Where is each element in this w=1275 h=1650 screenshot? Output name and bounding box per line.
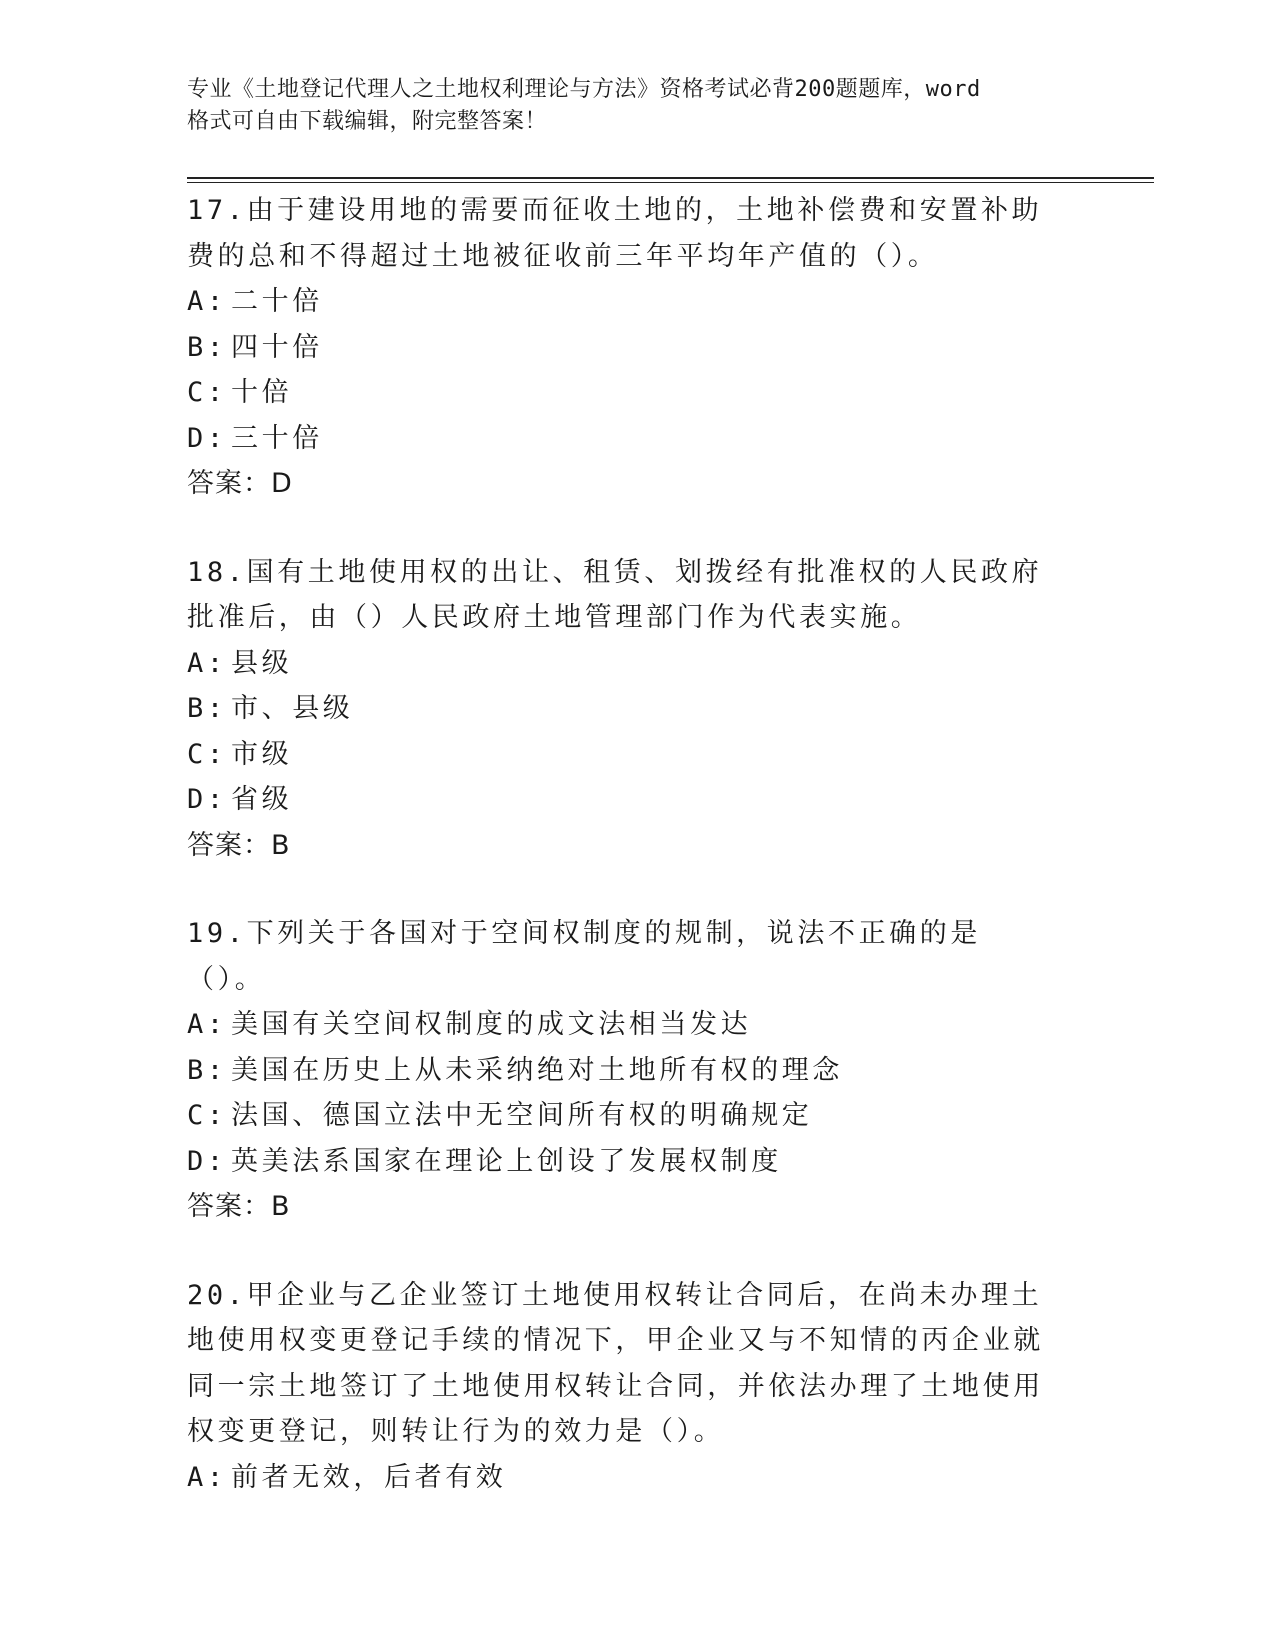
option-b — [187, 686, 1087, 732]
option-text: 县级 — [231, 647, 293, 679]
question-stem: 19.下列关于各国对于空间权制度的规制，说法不正确的是（）。 — [187, 918, 981, 995]
question-19 — [187, 911, 1087, 1230]
question-list — [187, 188, 1087, 1543]
option-d — [187, 777, 1087, 823]
question-18 — [187, 550, 1087, 869]
question-stem: 17.由于建设用地的需要而征收土地的，土地补偿费和安置补助费的总和不得超过土地被征收前三年平均年产值的（）。 — [187, 195, 1043, 272]
option-text: 美国有关空间权制度的成文法相当发达 — [231, 1009, 752, 1040]
option-a — [187, 641, 1087, 687]
header-line-1: 专业《土地登记代理人之土地权利理论与方法》资格考试必背200题题库，word — [187, 77, 981, 102]
option-letter: D: — [187, 1145, 227, 1177]
option-letter: B: — [187, 331, 227, 363]
option-text: 市、县级 — [231, 693, 354, 724]
option-letter: A: — [187, 1461, 227, 1493]
option-text: 省级 — [231, 784, 293, 815]
question-stem: 20.甲企业与乙企业签订土地使用权转让合同后，在尚未办理土地使用权变更登记手续的情况下，甲企业又与不知情的丙企业就同一宗土地签订了土地使用权转让合同，并依法办理了土地使用权变更登记，则转让行为的效力是（）。 — [187, 1279, 1044, 1447]
answer-line: 答案：B — [187, 829, 291, 861]
header-divider-thick — [187, 177, 1154, 179]
option-letter: B: — [187, 1054, 227, 1086]
question-20 — [187, 1273, 1087, 1501]
option-text: 四十倍 — [231, 331, 323, 363]
question-17 — [187, 188, 1087, 507]
option-letter: C: — [187, 1100, 227, 1131]
option-d — [187, 1139, 1087, 1185]
document-header — [187, 74, 1067, 138]
header-divider-thin — [187, 182, 1154, 183]
option-c — [187, 1093, 1087, 1139]
option-text: 英美法系国家在理论上创设了发展权制度 — [231, 1145, 782, 1177]
option-letter: D: — [187, 422, 227, 454]
option-text: 二十倍 — [231, 286, 323, 317]
option-text: 法国、德国立法中无空间所有权的明确规定 — [231, 1100, 813, 1131]
option-a — [187, 279, 1087, 325]
option-letter: A: — [187, 647, 227, 679]
header-line-2: 格式可自由下载编辑，附完整答案！ — [187, 109, 548, 134]
option-letter: C: — [187, 377, 227, 408]
option-d — [187, 416, 1087, 462]
option-letter: D: — [187, 784, 227, 815]
option-letter: C: — [187, 738, 227, 770]
option-a — [187, 1455, 1087, 1501]
option-text: 十倍 — [231, 377, 293, 408]
option-text: 前者无效，后者有效 — [231, 1461, 507, 1493]
option-letter: B: — [187, 693, 227, 724]
option-letter: A: — [187, 1009, 227, 1040]
option-b — [187, 1048, 1087, 1094]
question-stem: 18.国有土地使用权的出让、租赁、划拨经有批准权的人民政府批准后，由（）人民政府土地管理部门作为代表实施。 — [187, 556, 1043, 633]
option-c — [187, 370, 1087, 416]
answer-line: 答案：B — [187, 1191, 291, 1222]
option-text: 美国在历史上从未采纳绝对土地所有权的理念 — [231, 1054, 843, 1086]
option-letter: A: — [187, 286, 227, 317]
option-text: 三十倍 — [231, 422, 323, 454]
option-c — [187, 732, 1087, 778]
option-text: 市级 — [231, 738, 293, 770]
option-b — [187, 325, 1087, 371]
answer-line: 答案：D — [187, 468, 293, 499]
option-a — [187, 1002, 1087, 1048]
